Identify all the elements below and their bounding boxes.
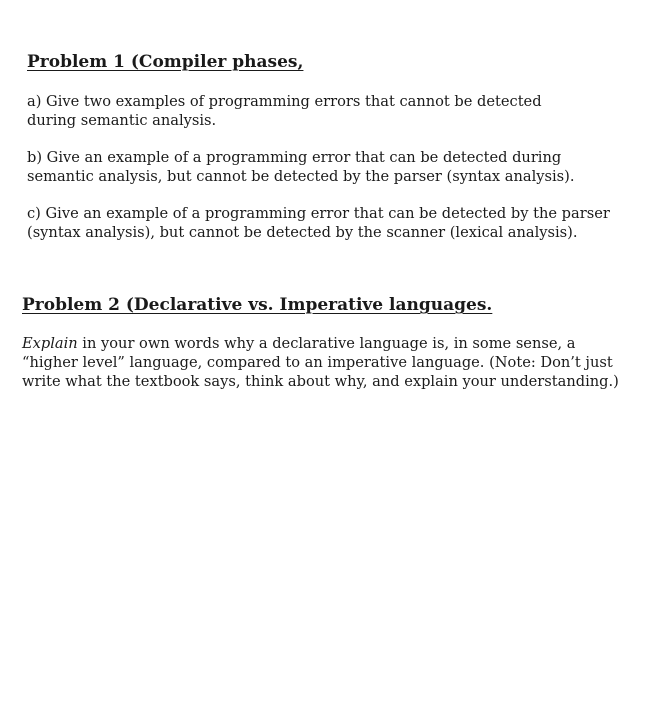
problem-2-body-emphasis: Explain xyxy=(22,335,78,352)
problem-1-part-a: a) Give two examples of programming errors that cannot be detected during semantic analysis. xyxy=(27,93,542,129)
problem-2-body xyxy=(22,334,622,391)
problem-1-title: Problem 1 (Compiler phases, xyxy=(27,52,304,72)
problem-2-body-text: in your own words why a declarative language is, in some sense, a “higher level” language, compared to an imperative language. (Note: Don’t just write what the textbook says, think about why, and explain your understanding.) xyxy=(22,335,619,390)
problem-1-part-b: b) Give an example of a programming error that can be detected during semantic analysis, but cannot be detected by the parser (syntax analysis). xyxy=(27,149,575,185)
problem-2-title: Problem 2 (Declarative vs. Imperative languages. xyxy=(22,295,493,315)
problem-1-part-c: c) Give an example of a programming error that can be detected by the parser (syntax analysis), but cannot be detected by the scanner (lexical analysis). xyxy=(27,205,610,241)
